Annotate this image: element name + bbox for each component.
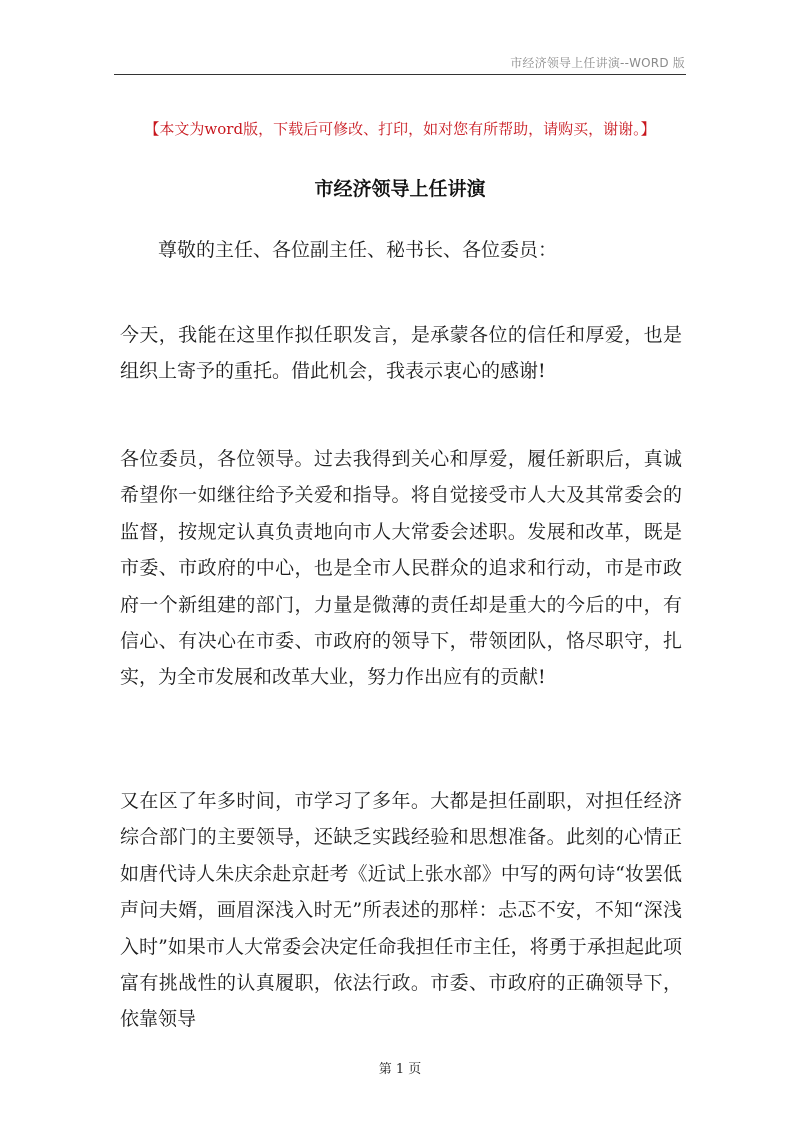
document-title: 市经济领导上任讲演 <box>314 178 486 200</box>
paragraph-3: 又在区了年多时间，市学习了多年。大都是担任副职，对担任经济综合部门的主要领导，还缺乏实践经验和思想准备。此刻的心情正如唐代诗人朱庆余赴京赶考《近试上张水部》中写的两句诗“妆罢低声问夫婿，画眉深浅入时无”所表述的那样：忐忑不安，不知“深浅入时”如果市人大常委会决定任命我担任市主任，将勇于承担起此项富有挑战性的认真履职，依法行政。市委、市政府的正确领导下，依靠领导 <box>120 790 682 1031</box>
running-header: 市经济领导上任讲演--WORD 版 <box>510 56 685 70</box>
salutation: 尊敬的主任、各位副主任、秘书长、各位委员： <box>158 239 558 261</box>
paragraph-2: 各位委员，各位领导。过去我得到关心和厚爱，履任新职后，真诚希望你一如继往给予关爱和指导。将自觉接受市人大及其常委会的监督，按规定认真负责地向市人大常委会述职。发展和改革，既是市委、市政府的中心，也是全市人民群众的追求和行动，市是市政府一个新组建的部门，力量是微薄的责任却是重大的今后的中，有信心、有决心在市委、市政府的领导下，带领团队，恪尽职守，扎实，为全市发展和改革大业，努力作出应有的贡献! <box>120 448 682 689</box>
page-number: 第 1 页 <box>378 1062 422 1077</box>
purchase-notice: 【本文为word版，下载后可修改、打印，如对您有所帮助，请购买，谢谢。】 <box>144 120 656 138</box>
header-rule <box>114 74 686 75</box>
paragraph-1: 今天，我能在这里作拟任职发言，是承蒙各位的信任和厚爱，也是组织上寄予的重托。借此机会，我表示衷心的感谢! <box>120 324 682 383</box>
